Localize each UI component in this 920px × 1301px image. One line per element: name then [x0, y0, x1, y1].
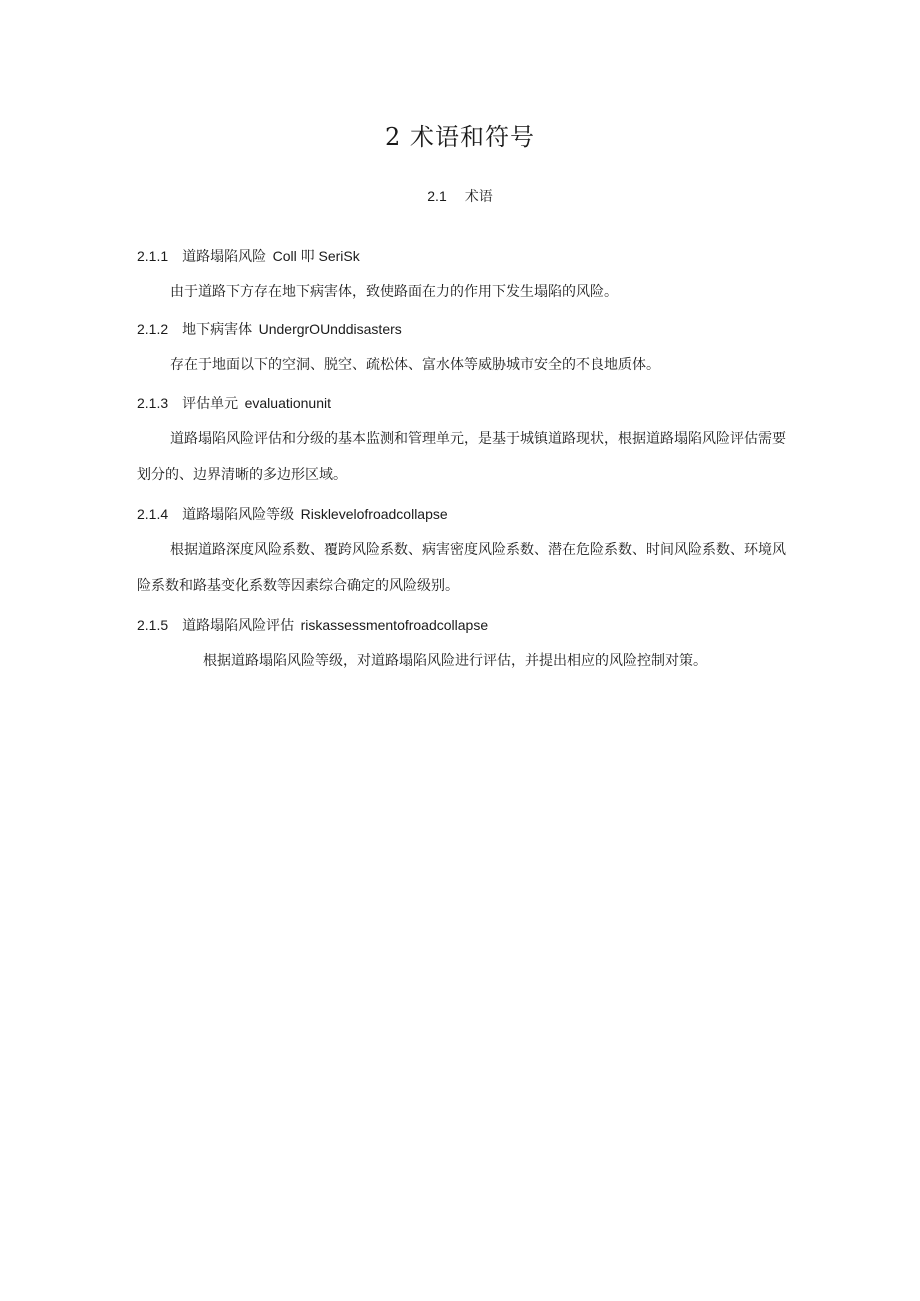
term-number: 2.1.4 — [137, 506, 169, 522]
term-name-zh: 道路塌陷风险等级 — [182, 507, 295, 523]
term-name-en: riskassessmentofroadcollapse — [300, 617, 489, 633]
term-name-zh: 道路塌陷风险 — [182, 249, 267, 265]
section-number: 2.1 — [427, 188, 447, 204]
term-definition: 存在于地面以下的空洞、脱空、疏松体、富水体等威胁城市安全的不良地质体。 — [170, 357, 660, 373]
term-definition: 根据道路深度风险系数、覆跨风险系数、病害密度风险系数、潜在危险系数、时间风险系数、环境风险系数和路基变化系数等因素综合确定的风险级别。 — [137, 542, 786, 594]
term-name-zh: 地下病害体 — [182, 322, 253, 338]
term-definition: 由于道路下方存在地下病害体，致使路面在力的作用下发生塌陷的风险。 — [170, 284, 618, 300]
term-number: 2.1.5 — [137, 617, 169, 633]
term-number: 2.1.1 — [137, 248, 169, 264]
chapter-title: 2 术语和符号 — [385, 123, 535, 151]
term-number: 2.1.2 — [137, 321, 169, 337]
term-definition: 根据道路塌陷风险等级，对道路塌陷风险进行评估，并提出相应的风险控制对策。 — [203, 653, 707, 669]
term-name-zh: 评估单元 — [182, 396, 239, 412]
term-number: 2.1.3 — [137, 395, 169, 411]
term-definition: 道路塌陷风险评估和分级的基本监测和管理单元，是基于城镇道路现状，根据道路塌陷风险评估需要划分的、边界清晰的多边形区域。 — [137, 431, 786, 483]
term-heading — [137, 392, 331, 415]
term-heading — [137, 245, 360, 268]
term-name-en: evaluationunit — [244, 395, 331, 411]
term-heading — [137, 503, 448, 526]
term-name-en: Risklevelofroadcollapse — [300, 506, 448, 522]
term-name-en: UndergrOUnddisasters — [258, 321, 402, 337]
term-name-zh: 道路塌陷风险评估 — [182, 618, 295, 634]
term-heading — [137, 318, 402, 341]
term-name-en: Coll 叩 SeriSk — [272, 248, 360, 264]
section-title: 术语 — [464, 189, 493, 205]
term-heading — [137, 614, 488, 637]
section-heading — [0, 185, 920, 208]
